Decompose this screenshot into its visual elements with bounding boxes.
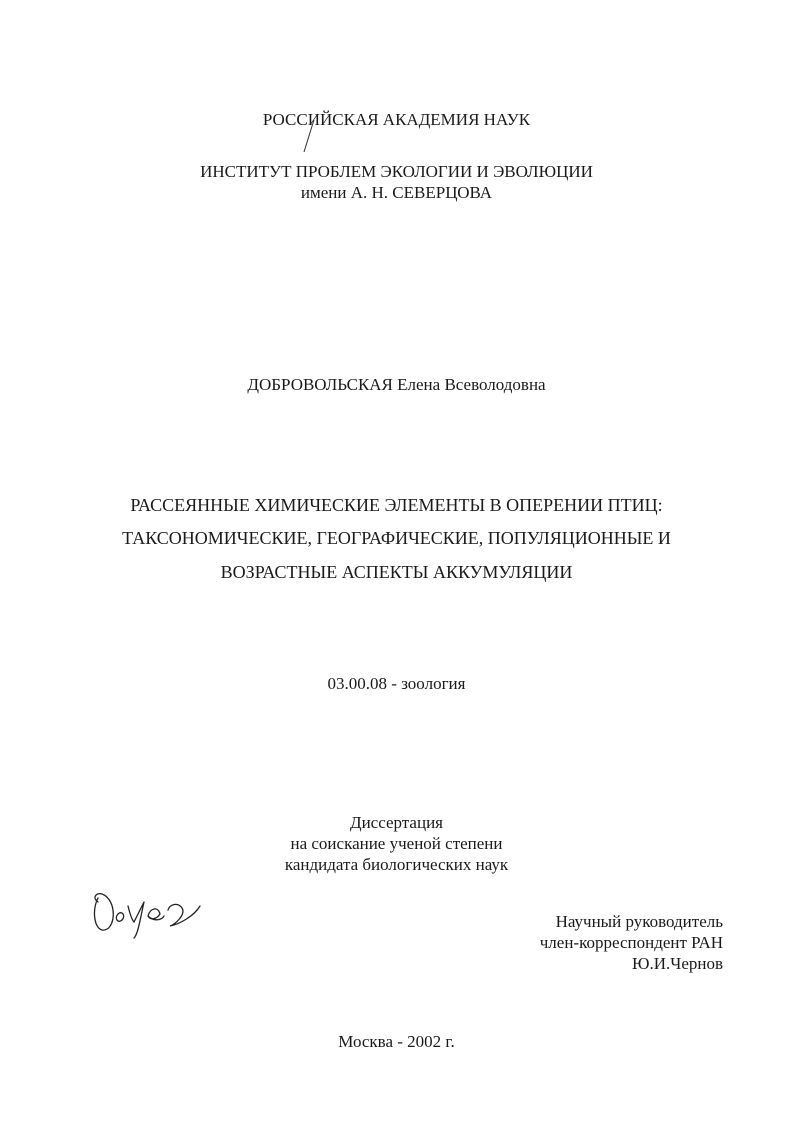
handwritten-signature <box>88 880 208 940</box>
dissertation-title-line-2: ТАКСОНОМИЧЕСКИЕ, ГЕОГРАФИЧЕСКИЕ, ПОПУЛЯЦИОННЫЕ И <box>122 528 671 548</box>
specialty-code: 03.00.08 - зоология <box>327 674 466 693</box>
institute-heading: ИНСТИТУТ ПРОБЛЕМ ЭКОЛОГИИ И ЭВОЛЮЦИИ <box>200 162 593 181</box>
dissertation-type: Диссертация <box>349 813 443 832</box>
dissertation-degree: на соискание ученой степени <box>290 834 503 853</box>
academy-heading: РОССИЙСКАЯ АКАДЕМИЯ НАУК <box>262 110 531 129</box>
supervisor-name: Ю.И.Чернов <box>632 954 723 973</box>
supervisor-title: член-корреспондент РАН <box>539 933 723 952</box>
institute-name: имени А. Н. СЕВЕРЦОВА <box>300 183 493 202</box>
dissertation-title-line-3: ВОЗРАСТНЫЕ АСПЕКТЫ АККУМУЛЯЦИИ <box>220 562 573 582</box>
dissertation-title-line-1: РАССЕЯННЫЕ ХИМИЧЕСКИЕ ЭЛЕМЕНТЫ В ОПЕРЕНИИ ПТИЦ: <box>130 495 663 515</box>
pen-stroke-mark <box>300 118 320 154</box>
author-name: ДОБРОВОЛЬСКАЯ Елена Всеволодовна <box>247 375 546 394</box>
supervisor-role: Научный руководитель <box>555 912 723 931</box>
dissertation-field: кандидата биологических наук <box>284 855 509 874</box>
place-and-year: Москва - 2002 г. <box>338 1032 455 1051</box>
